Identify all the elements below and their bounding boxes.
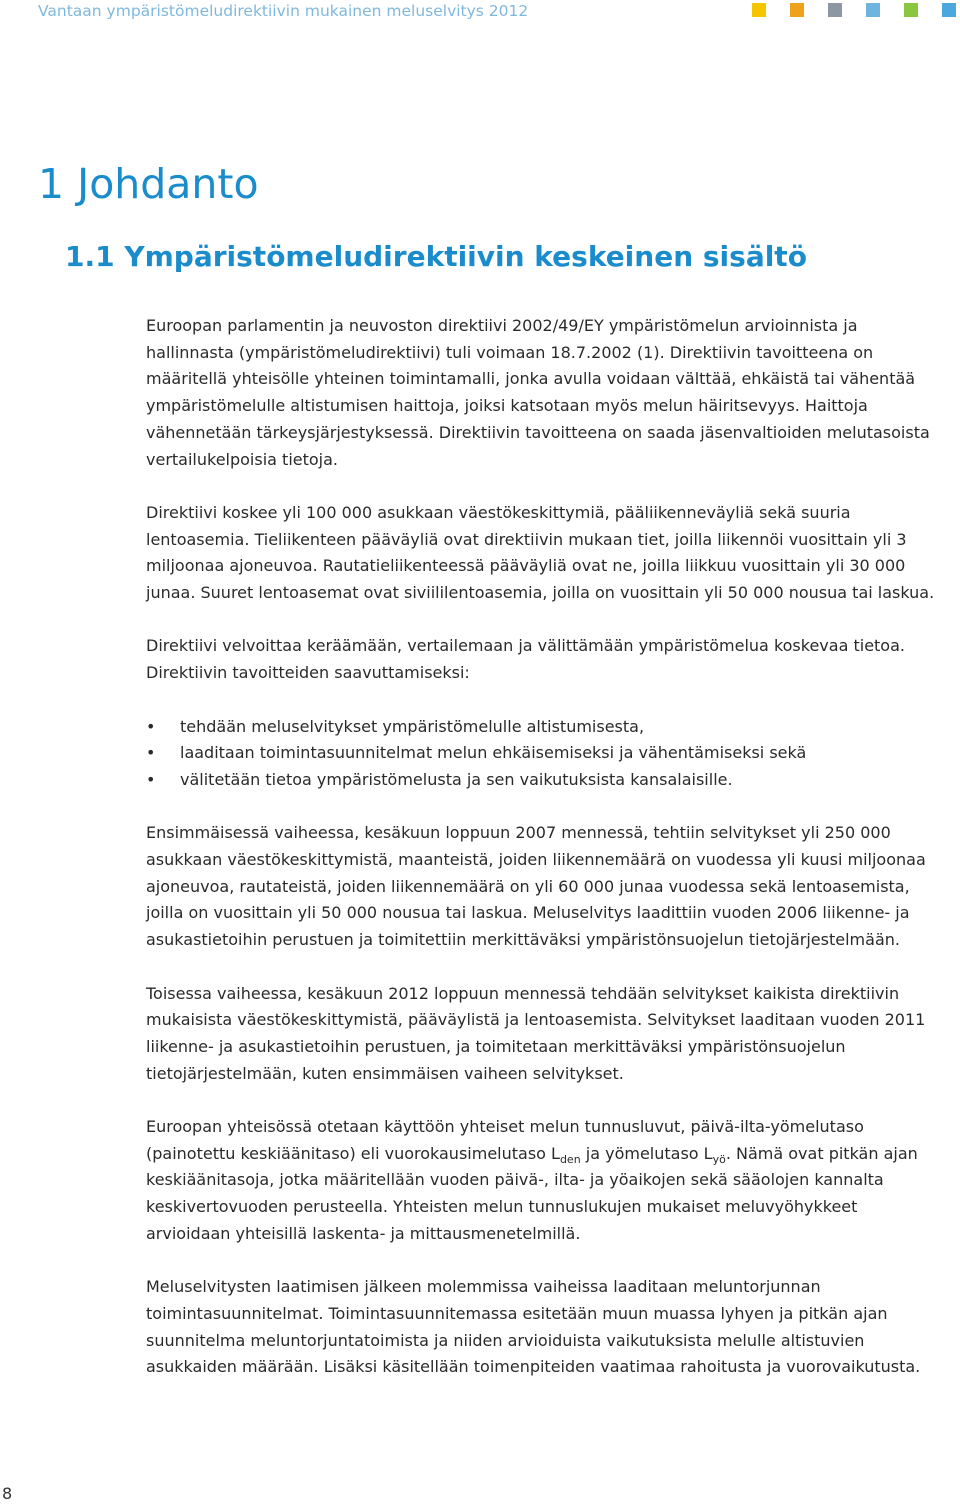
- running-header: [38, 0, 938, 24]
- gray-square: [828, 3, 842, 17]
- paragraph-noise-indicators: [146, 1114, 946, 1248]
- paragraph-first-phase: Ensimmäisessä vaiheessa, kesäkuun loppuun 2007 mennessä, tehtiin selvitykset yli 250 000 asukkaan väestökeskittymistä, maanteistä, joiden liikennemäärä on vuodessa yli kuusi miljoonaa ajoneuvoa, rautateistä, joiden liikennemäärä on yli 60 000 junaa vuodessa sekä lentoasemista, joilla on vuosittain yli 50 000 nousua tai laskua. Meluselvitys laadittiin vuoden 2006 liikenne- ja asukastietoihin perustuen ja toimitettiin merkittäväksi ympäristönsuojelun tietojärjestelmään.: [146, 823, 926, 950]
- list-item: • tehdään meluselvitykset ympäristömelulle altistumisesta,: [146, 714, 946, 741]
- chapter-title: 1 Johdanto: [38, 160, 259, 208]
- paragraph-scope: Direktiivi koskee yli 100 000 asukkaan väestökeskittymiä, pääliikenneväyliä sekä suuria lentoasemia. Tieliikenteen pääväyliä ovat direktiivin mukaan tiet, joilla liikennöi vuosittain yli 3 miljoonaa ajoneuvoa. Rautatieliikenteessä pääväyliä ovat ne, joilla liikkuu vuosittain yli 30 000 junaa. Suuret lentoasemat ovat siviililentoasemia, joilla on vuosittain yli 50 000 nousua tai laskua.: [146, 502, 935, 603]
- page-number: 8: [2, 1484, 13, 1503]
- subscript-den: den: [559, 1152, 581, 1166]
- text-segment: ja yömelutaso L: [580, 1143, 713, 1163]
- text-segment: Euroopan yhteisössä otetaan käyttöön yhteiset melun tunnusluvut, päivä-ilta-yömelutaso (painotettu keskiäänitaso) eli vuorokausimelutaso L: [146, 1117, 864, 1163]
- running-title: Vantaan ympäristömeludirektiivin mukainen meluselvitys 2012: [38, 2, 529, 20]
- list-item: • välitetään tietoa ympäristömelusta ja sen vaikutuksista kansalaisille.: [146, 767, 946, 794]
- color-squares: [752, 3, 956, 17]
- cyan-square: [942, 3, 956, 17]
- yellow-square: [752, 3, 766, 17]
- orange-square: [790, 3, 804, 17]
- paragraph-obligations: Direktiivi velvoittaa keräämään, vertailemaan ja välittämään ympäristömelua koskevaa tietoa. Direktiivin tavoitteiden saavuttamiseksi:: [146, 636, 905, 683]
- text-segment: . Nämä ovat pitkän ajan keskiäänitasoja, jotka määritellään vuoden päivä-, ilta- ja yöaikojen sekä sääolojen kannalta keskivertovuoden perusteella. Yhteisten melun tunnuslukujen mukaiset meluvyöhykkeet arvioidaan yhteisillä laskenta- ja mittausmenetelmillä.: [146, 1143, 918, 1243]
- bullet-list: [146, 714, 946, 794]
- green-square: [904, 3, 918, 17]
- paragraph-intro: Euroopan parlamentin ja neuvoston direktiivi 2002/49/EY ympäristömelun arvioinnista ja hallinnasta (ympäristömeludirektiivi) tuli voimaan 18.7.2002 (1). Direktiivin tavoitteena on määritellä yhteisölle yhteinen toimintamalli, jonka avulla voidaan välttää, ehkäistä tai vähentää ympäristömelulle altistumisen haittoja, joiksi katsotaan myös melun häiritsevyys. Haittoja vähennetään tärkeysjärjestyksessä. Direktiivin tavoitteena on saada jäsenvaltioiden melutasoista vertailukelpoisia tietoja.: [146, 316, 930, 469]
- blue-square: [866, 3, 880, 17]
- list-item: • laaditaan toimintasuunnitelmat melun ehkäisemiseksi ja vähentämiseksi sekä: [146, 740, 946, 767]
- paragraph-second-phase: Toisessa vaiheessa, kesäkuun 2012 loppuun mennessä tehdään selvitykset kaikista direktiivin mukaisista väestökeskittymistä, pääväylistä ja lentoasemista. Selvitykset laaditaan vuoden 2011 liikenne- ja asukastietoihin perustuen, ja toimitetaan merkittäväksi ympäristönsuojelun tietojärjestelmään, kuten ensimmäisen vaiheen selvitykset.: [146, 983, 926, 1083]
- section-title: 1.1 Ympäristömeludirektiivin keskeinen sisältö: [65, 240, 807, 273]
- body-text: [146, 313, 946, 1408]
- paragraph-action-plans: Meluselvitysten laatimisen jälkeen molemmissa vaiheissa laaditaan meluntorjunnan toimintasuunnitelmat. Toimintasuunnitemassa esitetään muun muassa lyhyen ja pitkän ajan suunnitelma meluntorjuntatoimista ja niiden arvioiduista vaikutuksista melulle altistuvien asukkaiden määrään. Lisäksi käsitellään toimenpiteiden vaatimaa rahoitusta ja vuorovaikutusta.: [146, 1277, 921, 1377]
- subscript-yo: yö: [712, 1152, 726, 1166]
